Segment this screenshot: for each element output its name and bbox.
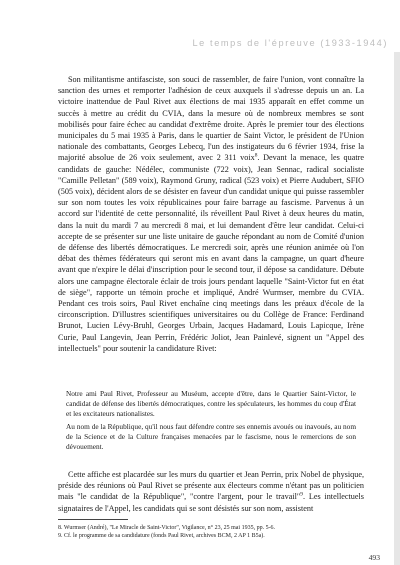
quote-paragraph-2: Au nom de la République, qu'il nous faut défendre contre ses ennemis avoués ou inavoués, au nom de la Science et de la Culture françaises menacées par le fascisme, nous le remercions de son dévouement. bbox=[66, 422, 356, 451]
running-head: Le temps de l'épreuve (1933-1944) bbox=[192, 38, 388, 48]
paragraph-2-text: Cette affiche est placardée sur les murs du quartier et Jean Perrin, prix Nobel de physique, préside des réunions où Paul Rivet se présente aux électeurs comme n'étant pas un politicien mais "le candidat de la République", "contre l'argent, pour le travail" bbox=[58, 470, 364, 502]
quoted-appeal bbox=[66, 389, 356, 455]
footnote-8: 8. Wurmser (André), "Le Miracle de Saint-Victor", Vigilance, n° 23, 25 mai 1935, pp. 5-6. bbox=[58, 525, 276, 531]
page-number: 493 bbox=[368, 553, 380, 562]
footnote-ref-8[interactable]: 8 bbox=[254, 152, 258, 159]
paragraph-1 bbox=[58, 74, 364, 354]
paragraph-2-continued: . Les intellectuels signataires de l'Appel, les candidats qui se sont désistés sur son nom, assistent bbox=[58, 492, 364, 513]
margin-band bbox=[394, 52, 400, 565]
footnote-ref-9[interactable]: 9 bbox=[300, 491, 303, 498]
footnotes bbox=[58, 524, 364, 541]
paragraph-1-text: Son militantisme antifasciste, son souci de rassembler, de faire l'union, vont connaître la sanction des urnes et remporter l'adhésion de ceux auxquels il s'adresse depuis un an. La victoire inattendue de Paul Rivet aux élections de mai 1935 apparaît en effet comme un succès à mettre au crédit du CVIA, dans la mesure où de nombreux membres se sont mobilisés pour faire échec au candidat d'extrême droite. Après le premier tour des élections municipales du 5 mai 1935 à Paris, dans le quartier de Saint Victor, le président de l'Union nationale des combattants, Georges Lebecq, l'un des instigateurs du 6 février 1934, frise la majorité absolue de 26 voix seulement, avec 2 311 voix bbox=[58, 75, 364, 163]
body-text bbox=[58, 74, 364, 354]
body-text-2 bbox=[58, 469, 364, 514]
footnote-9: 9. Cf. le programme de sa candidature (fonds Paul Rivet, archives BCM, 2 AP 1 B5a). bbox=[58, 533, 265, 540]
footnote-rule bbox=[58, 519, 128, 520]
paragraph-1-continued: . Devant la menace, les quatre candidats de gauche: Nédélec, communiste (722 voix), Jean Sennac, radical socialiste "Camille Pelletan" (589 voix), Raymond Gruny, radical (523 voix) et Pierre Audubert, SFIO (505 voix), décident alors de se désister en faveur d'un candidat unique qui puisse rassembler sur son nom toutes les voix républicaines pour faire barrage au fascisme. Parvenus à un accord sur l'identité de cette personnalité, ils réveillent Paul Rivet à deux heures du matin, dans la nuit du mardi 7 au mercredi 8 mai, et lui demandent d'être leur candidat. Celui-ci accepte de se présenter sur une liste unitaire de gauche répondant au nom de Comité d'union de défense des libertés démocratiques. Le mercredi soir, après une réunion animée où l'on débat des thèmes fédérateurs qui seront mis en avant dans la campagne, un quart d'heure avant que n'expire le délai d'inscription pour le second tour, il dépose sa candidature. Débute alors une campagne électorale éclair de trois jours pendant laquelle "Saint-Victor fut en état de siège", rapporte un témoin proche et impliqué, André Wurmser, membre du CVIA. Pendant ces trois soirs, Paul Rivet enchaîne cinq meetings dans les préaux d'école de la circonscription. D'illustres scientifiques universitaires ou du Collège de France: Ferdinand Brunot, Lucien Lévy-Bruhl, Georges Urbain, Jacques Hadamard, Louis Lapicque, Irène Curie, Paul Langevin, Jean Perrin, Frédéric Joliot, Jean Painlevé, signent un "Appel des intellectuels" pour soutenir la candidature Rivet: bbox=[58, 153, 364, 353]
quote-paragraph-1: Notre ami Paul Rivet, Professeur au Muséum, accepte d'être, dans le Quartier Saint-Victor, le candidat de défense des libertés démocratiques, contre les spéculateurs, les hommes du coup d'État et les excitateurs nationalistes. bbox=[66, 389, 356, 418]
paragraph-2 bbox=[58, 469, 364, 514]
